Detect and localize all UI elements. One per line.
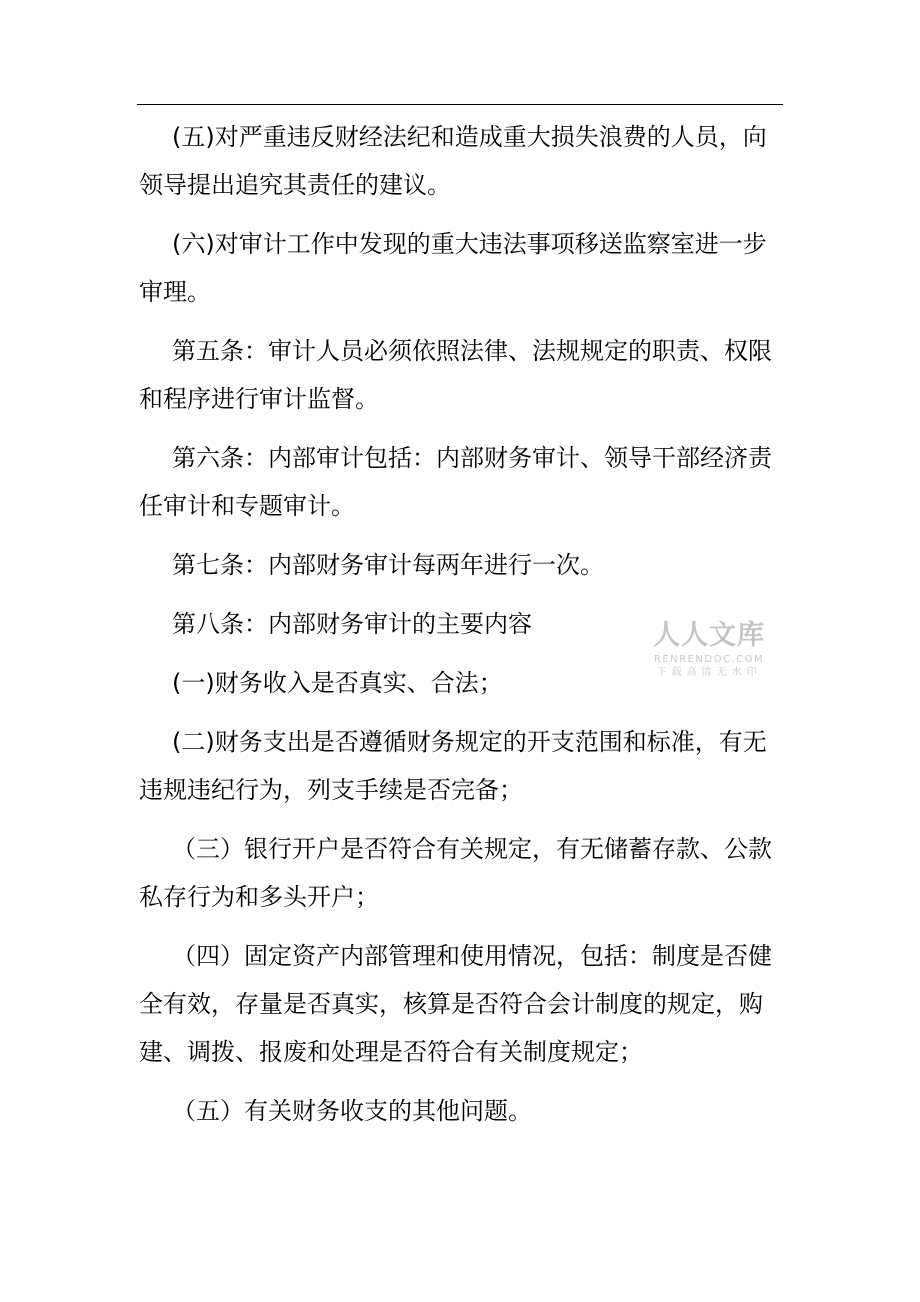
paragraph-8-item-4: （四）固定资产内部管理和使用情况，包括：制度是否健全有效，存量是否真实，核算是否符合会计制度的规定，购建、调拨、报废和处理是否符合有关制度规定； <box>139 942 772 1066</box>
paragraph-8-item-2: (二)财务支出是否遵循财务规定的开支范围和标准，有无违规违纪行为，列支手续是否完备； <box>139 728 767 804</box>
paragraph-article-6: 第六条：内部审计包括：内部财务审计、领导干部经济责任审计和专题审计。 <box>139 444 772 520</box>
paragraph-5-item-5: (五)对严重违反财经法纪和造成重大损失浪费的人员，向领导提出追究其责任的建议。 <box>139 123 767 199</box>
watermark-domain: RENRENDOC.COM <box>653 654 765 665</box>
header-rule <box>137 104 783 105</box>
paragraph-article-5: 第五条：审计人员必须依照法律、法规规定的职责、权限和程序进行审计监督。 <box>139 337 772 413</box>
paragraph-8-item-5: （五）有关财务收支的其他问题。 <box>172 1097 532 1125</box>
paragraph-8-item-3: （三）银行开户是否符合有关规定，有无储蓄存款、公款私存行为和多头开户； <box>139 835 772 911</box>
paragraph-article-8: 第八条：内部财务审计的主要内容 <box>172 610 532 638</box>
watermark-tagline: 下载高清无水印 <box>656 667 762 678</box>
watermark-title: 人人文库 <box>653 620 765 651</box>
paragraph-5-item-6: (六)对审计工作中发现的重大违法事项移送监察室进一步审理。 <box>139 230 767 306</box>
paragraph-8-item-1: (一)财务收入是否真实、合法； <box>172 669 503 697</box>
paragraph-article-7: 第七条：内部财务审计每两年进行一次。 <box>172 551 604 579</box>
watermark-logo <box>645 619 773 679</box>
